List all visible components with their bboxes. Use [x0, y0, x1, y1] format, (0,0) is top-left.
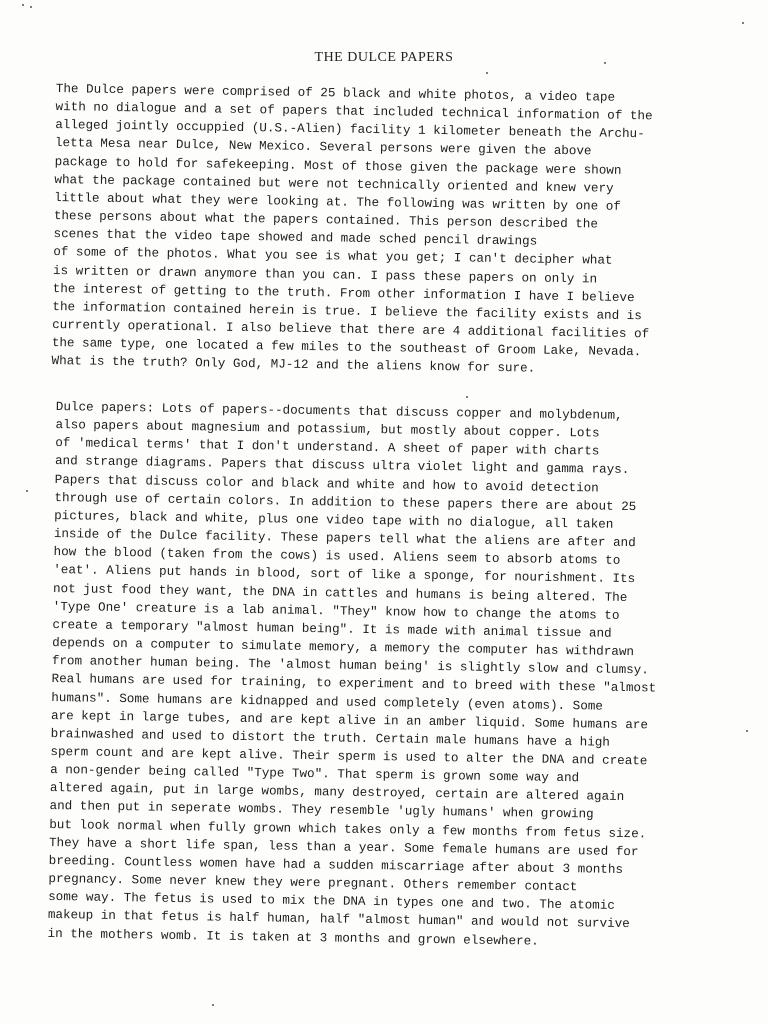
- text-line: of some of the photos. What you see is what you get; I can't decipher what: [53, 245, 613, 269]
- text-line: 'Type One' creature is a lab animal. "They" know how to change the atoms to: [52, 599, 620, 623]
- scan-speck: [22, 4, 24, 6]
- text-line: and then put in seperate wombs. They resemble 'ugly humans' when growing: [49, 799, 594, 822]
- scan-speck: [746, 730, 748, 732]
- text-line: these persons about what the papers contained. This person described the: [53, 209, 599, 232]
- document-title: THE DULCE PAPERS: [314, 50, 454, 65]
- scan-speck: [212, 1004, 214, 1006]
- text-line: scenes that the video tape showed and made sched pencil drawings: [53, 227, 538, 249]
- text-line: are kept in large tubes, and are kept alive in an amber liquid. Some humans are: [50, 708, 649, 732]
- text-line: currently operational. I also believe that there are 4 additional facilities of: [52, 318, 650, 342]
- text-line: pictures, black and white, plus one video tape with no dialogue, all taken: [54, 508, 614, 532]
- text-line: Papers that discuss color and black and white and how to avoid detection: [54, 472, 599, 496]
- text-line: depends on a computer to simulate memory, a memory the computer has withdrawn: [52, 636, 635, 660]
- text-line: not just food they want, the DNA in cattles and humans is being altered. The: [52, 581, 628, 605]
- text-line: but look normal when fully grown which takes only a few months from fetus size.: [49, 817, 647, 841]
- scan-speck: [486, 72, 488, 74]
- text-line: what the package contained but were not technically oriented and knew very: [54, 172, 614, 196]
- paragraph-intro: [51, 80, 735, 381]
- text-line: of 'medical terms' that I don't understand. A sheet of paper with charts: [55, 436, 600, 459]
- text-line: how the blood (taken from the cows) is used. Aliens seem to absorb atoms to: [53, 545, 621, 569]
- text-line: the interest of getting to the truth. From other information I have I believe: [52, 281, 635, 305]
- paragraph-dulce-papers: [47, 398, 735, 953]
- text-line: 'eat'. Aliens put hands in blood, sort of like a sponge, for nourishment. Its: [53, 563, 636, 587]
- text-line: from another human being. The 'almost human being' is slightly slow and clumsy.: [51, 654, 649, 678]
- text-line: What is the truth? Only God, MJ-12 and the aliens know for sure.: [51, 354, 536, 376]
- text-line: little about what they were looking at. The following was written by one of: [54, 190, 622, 214]
- text-line: breeding. Countless women have had a sudden miscarriage after about 3 months: [48, 853, 624, 877]
- text-line: in the mothers womb. It is taken at 3 months and grown elsewhere.: [47, 926, 539, 949]
- text-line: The Dulce papers were comprised of 25 black and white photos, a video tape: [55, 81, 616, 105]
- text-line: create a temporary "almost human being". It is made with animal tissue and: [52, 617, 612, 641]
- text-line: sperm count and are kept alive. Their sperm is used to alter the DNA and create: [50, 744, 648, 769]
- text-line: makeup in that fetus is half human, half "almost human" and would not survive: [47, 908, 630, 932]
- text-line: inside of the Dulce facility. These papers tell what the aliens are after and: [53, 527, 636, 551]
- text-line: They have a short life span, less than a year. Some female humans are used for: [48, 835, 639, 859]
- text-line: package to hold for safekeeping. Most of those given the package were shown: [54, 154, 622, 178]
- text-line: and strange diagrams. Papers that discuss ultra violet light and gamma rays.: [54, 454, 630, 478]
- scan-speck: [742, 22, 744, 24]
- scan-speck: [26, 490, 28, 492]
- text-line: with no dialogue and a set of papers that included technical information of the: [55, 100, 653, 124]
- text-line: some way. The fetus is used to mix the DNA in types one and two. The atomic: [48, 890, 616, 914]
- text-line: letta Mesa near Dulce, New Mexico. Several persons were given the above: [54, 136, 592, 159]
- text-line: is written or drawn anymore than you can. I pass these papers on only in: [52, 263, 598, 287]
- text-line: Dulce papers: Lots of papers--documents that discuss copper and molybdenum,: [55, 399, 623, 423]
- scan-speck: [30, 6, 32, 8]
- text-line: brainwashed and used to distort the truth. Certain male humans have a high: [50, 726, 611, 750]
- text-line: the same type, one located a few miles to the southeast of Groom Lake, Nevada.: [51, 336, 642, 360]
- text-line: the information contained herein is true. I believe the facility exists and is: [52, 299, 642, 324]
- text-line: pregnancy. Some never knew they were pregnant. Others remember contact: [48, 872, 578, 895]
- text-line: also papers about magnesium and potassium, but mostly about copper. Lots: [55, 418, 600, 441]
- scan-speck: [604, 62, 606, 64]
- text-line: a non-gender being called "Type Two". That sperm is grown some way and: [50, 763, 580, 786]
- text-line: altered again, put in large wombs, many destroyed, certain are altered again: [49, 781, 625, 805]
- scan-speck: [466, 396, 468, 398]
- text-line: Real humans are used for training, to experiment and to breed with these "almost: [51, 672, 657, 696]
- text-line: alleged jointly occuppied (U.S.-Alien) facility 1 kilometer beneath the Archu-: [55, 118, 645, 142]
- text-line: through use of certain colors. In addition to these papers there are about 25: [54, 490, 637, 514]
- text-line: humans". Some humans are kidnapped and used completely (even atoms). Some: [51, 690, 604, 714]
